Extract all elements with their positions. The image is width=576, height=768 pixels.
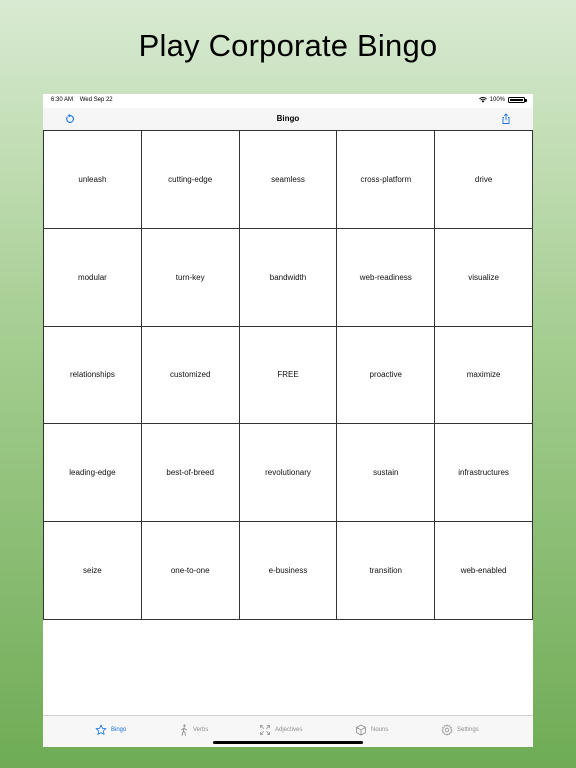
bingo-cell[interactable]: customized	[142, 327, 240, 425]
share-icon	[499, 112, 513, 126]
bingo-cell[interactable]: drive	[435, 131, 533, 229]
bingo-cell[interactable]: relationships	[44, 327, 142, 425]
tab-adjectives-label: Adjectives	[275, 727, 303, 733]
star-icon	[95, 724, 107, 736]
bingo-cell[interactable]: one-to-one	[142, 522, 240, 620]
bingo-cell[interactable]: unleash	[44, 131, 142, 229]
tab-verbs-label: Verbs	[193, 727, 209, 733]
bingo-cell[interactable]: seize	[44, 522, 142, 620]
bingo-cell[interactable]: visualize	[435, 229, 533, 327]
status-date: Wed Sep 22	[79, 97, 113, 103]
bingo-cell[interactable]: FREE	[240, 327, 338, 425]
bingo-cell[interactable]: turn-key	[142, 229, 240, 327]
status-indicators	[479, 97, 525, 103]
bingo-cell[interactable]: proactive	[337, 327, 435, 425]
tab-bingo-label: Bingo	[111, 727, 127, 733]
bingo-cell[interactable]: maximize	[435, 327, 533, 425]
bingo-cell[interactable]: modular	[44, 229, 142, 327]
bingo-cell[interactable]: best-of-breed	[142, 424, 240, 522]
bingo-cell[interactable]: web-enabled	[435, 522, 533, 620]
bingo-grid	[43, 130, 533, 620]
tab-verbs[interactable]	[179, 724, 208, 736]
status-time: 6:30 AM	[51, 97, 74, 103]
status-bar	[43, 94, 533, 108]
battery-icon	[508, 97, 525, 103]
bingo-cell[interactable]: web-readiness	[337, 229, 435, 327]
share-button[interactable]	[499, 112, 513, 126]
bingo-cell[interactable]: revolutionary	[240, 424, 338, 522]
bingo-cell[interactable]: infrastructures	[435, 424, 533, 522]
tab-bingo[interactable]	[95, 724, 126, 736]
tab-settings-label: Settings	[457, 727, 479, 733]
cube-icon	[355, 724, 367, 736]
wifi-icon	[479, 97, 487, 103]
bingo-cell[interactable]: cross-platform	[337, 131, 435, 229]
bingo-cell[interactable]: seamless	[240, 131, 338, 229]
home-indicator	[213, 741, 363, 744]
tab-nouns[interactable]	[355, 724, 388, 736]
bingo-cell[interactable]: leading-edge	[44, 424, 142, 522]
bingo-cell[interactable]: cutting-edge	[142, 131, 240, 229]
bingo-cell[interactable]: transition	[337, 522, 435, 620]
tab-settings[interactable]	[441, 724, 479, 736]
bingo-cell[interactable]: sustain	[337, 424, 435, 522]
tab-bar	[43, 715, 533, 747]
tab-nouns-label: Nouns	[371, 727, 389, 733]
navigation-bar	[43, 108, 533, 131]
expand-arrows-icon	[259, 724, 271, 736]
bingo-cell[interactable]: bandwidth	[240, 229, 338, 327]
tab-adjectives[interactable]	[259, 724, 302, 736]
battery-percent: 100%	[489, 97, 505, 103]
status-datetime	[51, 97, 113, 103]
walking-person-icon	[179, 724, 189, 736]
gear-icon	[441, 724, 453, 736]
app-screen	[43, 94, 533, 747]
promo-headline: Play Corporate Bingo	[138, 28, 438, 63]
bingo-cell[interactable]: e-business	[240, 522, 338, 620]
nav-title: Bingo	[276, 114, 300, 123]
